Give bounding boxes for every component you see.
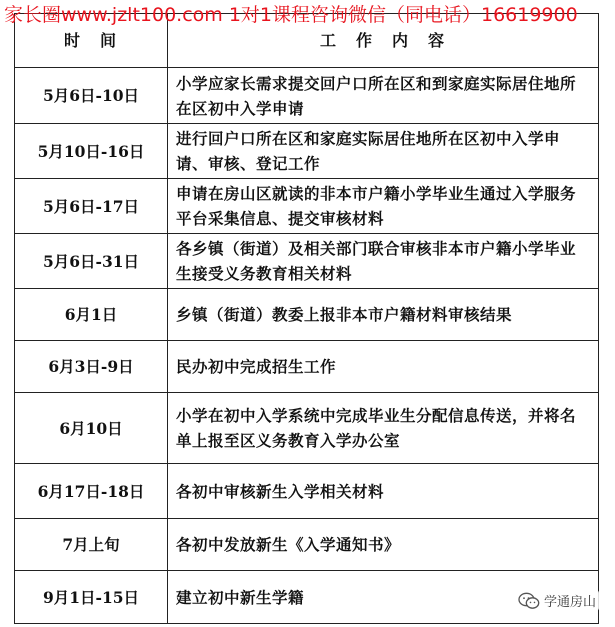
table-row	[15, 68, 599, 124]
row-time: 5月6日-17日	[15, 179, 168, 234]
row-time: 5月6日-31日	[15, 234, 168, 289]
row-content: 建立初中新生学籍	[168, 571, 599, 624]
table-row	[15, 393, 599, 464]
table-row	[15, 464, 599, 519]
table-row	[15, 289, 599, 341]
row-time: 9月1日-15日	[15, 571, 168, 624]
row-time: 6月1日	[15, 289, 168, 341]
account-logo	[515, 590, 599, 611]
table-row	[15, 341, 599, 393]
row-time: 5月10日-16日	[15, 124, 168, 179]
row-content: 各初中审核新生入学相关材料	[168, 464, 599, 519]
row-content: 申请在房山区就读的非本市户籍小学毕业生通过入学服务平台采集信息、提交审核材料	[168, 179, 599, 234]
row-content: 各初中发放新生《入学通知书》	[168, 519, 599, 571]
header-time: 时 间	[15, 14, 168, 68]
table-row	[15, 179, 599, 234]
wechat-icon	[518, 592, 540, 610]
row-time: 6月17日-18日	[15, 464, 168, 519]
schedule-table	[14, 13, 599, 624]
table-row	[15, 124, 599, 179]
header-content: 工 作 内 容	[168, 14, 599, 68]
row-content: 乡镇（街道）教委上报非本市户籍材料审核结果	[168, 289, 599, 341]
row-content: 民办初中完成招生工作	[168, 341, 599, 393]
row-content: 小学应家长需求提交回户口所在区和到家庭实际居住地所在区初中入学申请	[168, 68, 599, 124]
table-row	[15, 571, 599, 624]
watermark-text: 家长圈www.jzlt100.com 1对1课程咨询微信（同电话）16619900	[4, 4, 578, 26]
row-time: 6月10日	[15, 393, 168, 464]
row-content: 进行回户口所在区和家庭实际居住地所在区初中入学申请、审核、登记工作	[168, 124, 599, 179]
logo-text: 学通房山	[543, 595, 596, 610]
row-time: 6月3日-9日	[15, 341, 168, 393]
row-content: 各乡镇（街道）及相关部门联合审核非本市户籍小学毕业生接受义务教育相关材料	[168, 234, 599, 289]
row-time: 7月上旬	[15, 519, 168, 571]
watermark-banner	[0, 0, 615, 30]
table-row	[15, 519, 599, 571]
row-time: 5月6日-10日	[15, 68, 168, 124]
row-content: 小学在初中入学系统中完成毕业生分配信息传送，并将名单上报至区义务教育入学办公室	[168, 393, 599, 464]
table-row	[15, 234, 599, 289]
